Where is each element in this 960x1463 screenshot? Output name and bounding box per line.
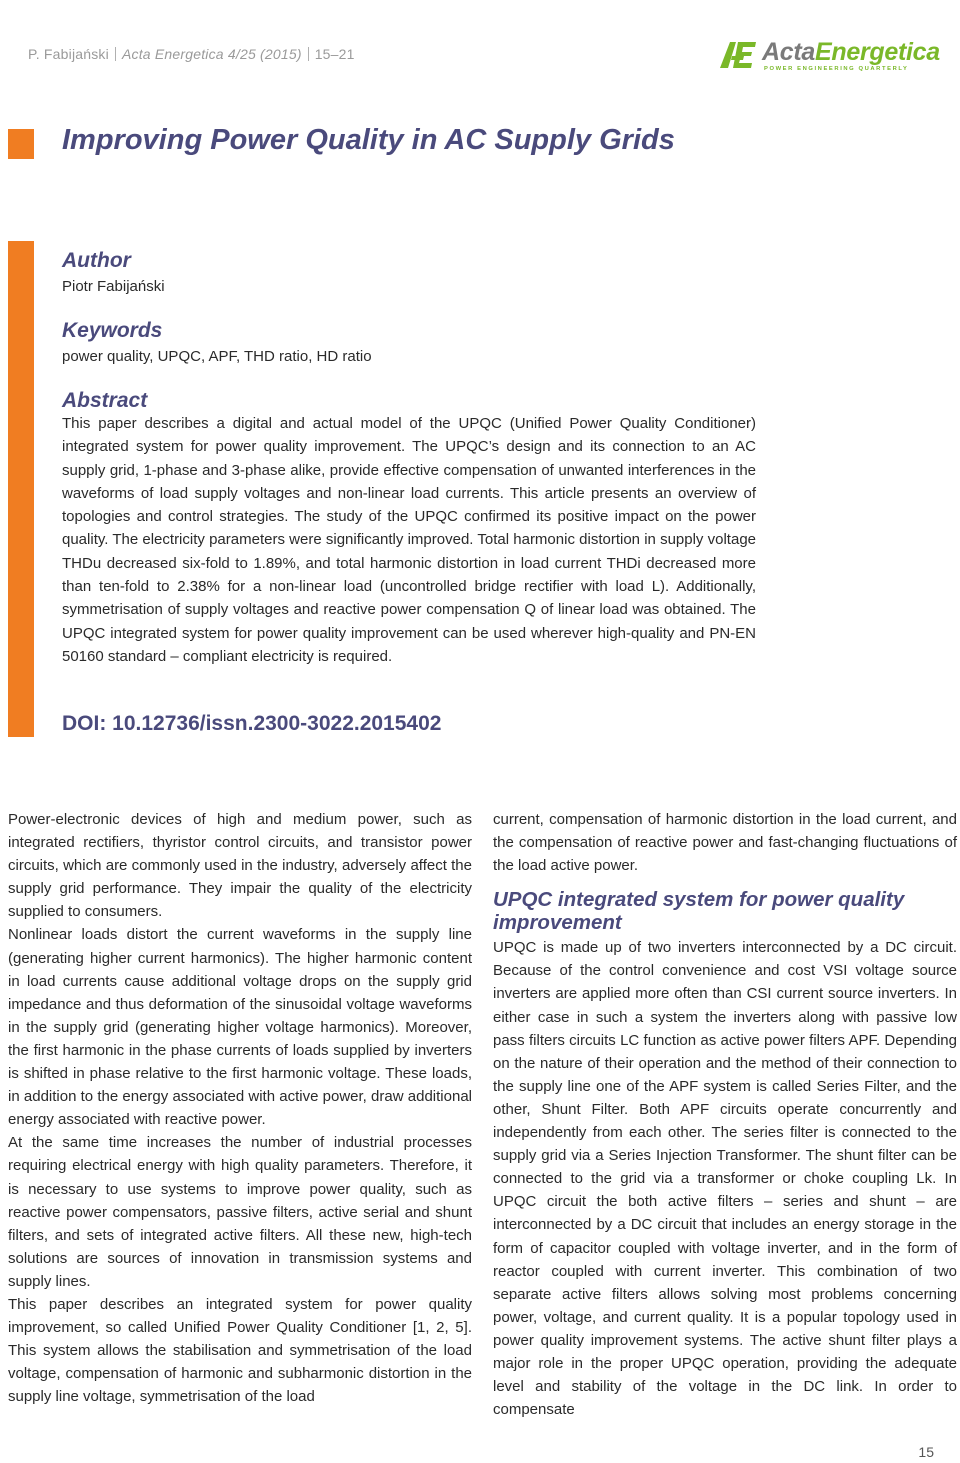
abstract-heading: Abstract — [62, 389, 148, 412]
journal-logo — [718, 38, 940, 74]
paragraph: UPQC is made up of two inverters interconnected by a DC circuit. Because of the control convenience and cost VSI voltage source inverters are applied more often than CSI current source inverters. In either case in such a system the inverters along with passive low pass filters circuits LC function as active power filters APF. Depending on the nature of their operation and the method of their connection to the supply line one of the APF system is called Series Filter, and the other, Shunt Filter. Both APF circuits operate concurrently and independently from each other. The series filter is connected to the supply grid via a Series Injection Transformer. The shunt filter can be connected to the grid via a transformer or choke coupling Lk. In UPQC circuit the both active filters – series and shunt – are interconnected by a DC circuit that includes an energy storage in the form of capacitor coupled with voltage inverter, and in the form of reactor coupled with current inverter. This combination of two separate active filters allows solving most problems concerning power, voltage, and current quality. It is a popular topology used in power quality improvement systems. The active shunt filter plays a major role in the proper UPQC operation, providing the adequate level and stability of the voltage in the DC link. In order to compensate — [493, 939, 957, 1419]
paragraph: Power-electronic devices of high and medium power, such as integrated rectifiers, thyristor control circuits, and transistor power circuits, which are commonly used in the industry, adversely affect the supply grid performance. They impair the quality of the electricity supplied to consumers. — [8, 811, 472, 921]
article-title: Improving Power Quality in AC Supply Grids — [62, 124, 675, 156]
header-separator — [308, 47, 309, 61]
running-header — [28, 46, 355, 62]
paragraph: current, compensation of harmonic distortion in the load current, and the compensation of reactive power and fast-changing fluctuations of the load active power. — [493, 811, 957, 875]
acta-energetica-logo-icon — [718, 40, 758, 70]
paragraph: At the same time increases the number of industrial processes requiring electrical energy with high quality parameters. Therefore, it is necessary to use systems to improve power quality, such as reactive power compensators, passive filters, active serial and shunt filters, and sets of integrated active filters. All these new, high-tech solutions are sources of innovation in transmission systems and supply lines. — [8, 1134, 472, 1290]
author-heading: Author — [62, 249, 131, 272]
keywords-list: power quality, UPQC, APF, THD ratio, HD ratio — [62, 348, 372, 365]
body-left-column — [8, 808, 472, 1408]
header-separator — [115, 47, 116, 61]
logo-wordmark: ActaEnergetica — [762, 38, 940, 66]
paragraph: Nonlinear loads distort the current waveforms in the supply line (generating higher current harmonics). The higher harmonic content in load currents cause additional voltage drops on the supply grid impedance and thus deformation of the sinusoidal voltage waveforms in the supply grid (generating higher voltage harmonics). Moreover, the first harmonic in the phase currents of loads supplied by inverters is shifted in phase relative to the first harmonic voltage. These loads, in addition to the energy associated with active power, draw additional energy associated with reactive power. — [8, 926, 472, 1129]
author-name: Piotr Fabijański — [62, 278, 165, 295]
header-journal: Acta Energetica 4/25 (2015) — [121, 46, 302, 62]
paragraph: This paper describes an integrated system for power quality improvement, so called Unified Power Quality Conditioner [1, 2, 5]. This system allows the stabilisation and symmetrisation of the load voltage, compensation of harmonic and subharmonic distortion in the supply line voltage, symmetrisation of the load — [8, 1295, 472, 1406]
title-accent — [8, 129, 34, 159]
page-number: 15 — [918, 1444, 934, 1460]
header-author: P. Fabijański — [28, 46, 109, 62]
doi: DOI: 10.12736/issn.2300-3022.2015402 — [62, 712, 442, 735]
keywords-heading: Keywords — [62, 319, 163, 342]
section-heading: UPQC integrated system for power quality improvement — [493, 888, 905, 935]
logo-subtitle: POWER ENGINEERING QUARTERLY — [764, 66, 909, 72]
body-right-column — [493, 808, 957, 1421]
abstract-accent-bar — [8, 241, 34, 737]
abstract-text: This paper describes a digital and actual model of the UPQC (Unified Power Quality Conditioner) integrated system for power quality improvement. The UPQC’s design and its connection to an AC supply grid, 1-phase and 3-phase alike, provide effective compensation of unwanted interferences in the waveforms of load supply voltages and non-linear load currents. This article presents an overview of topologies and control strategies. The study of the UPQC confirmed its positive impact on the power quality. The electricity parameters were significantly improved. Total harmonic distortion in supply voltage THDu decreased six-fold to 1.89%, and total harmonic distortion in load current THDi decreased more than ten-fold to 2.38% for a non-linear load (uncontrolled bridge rectifier with load L). Additionally, symmetrisation of supply voltages and reactive power compensation Q of linear load was obtained. The UPQC integrated system for power quality improvement can be used wherever high-quality and PN-EN 50160 standard – compliant electricity is required. — [62, 415, 756, 665]
header-pages: 15–21 — [314, 46, 355, 62]
